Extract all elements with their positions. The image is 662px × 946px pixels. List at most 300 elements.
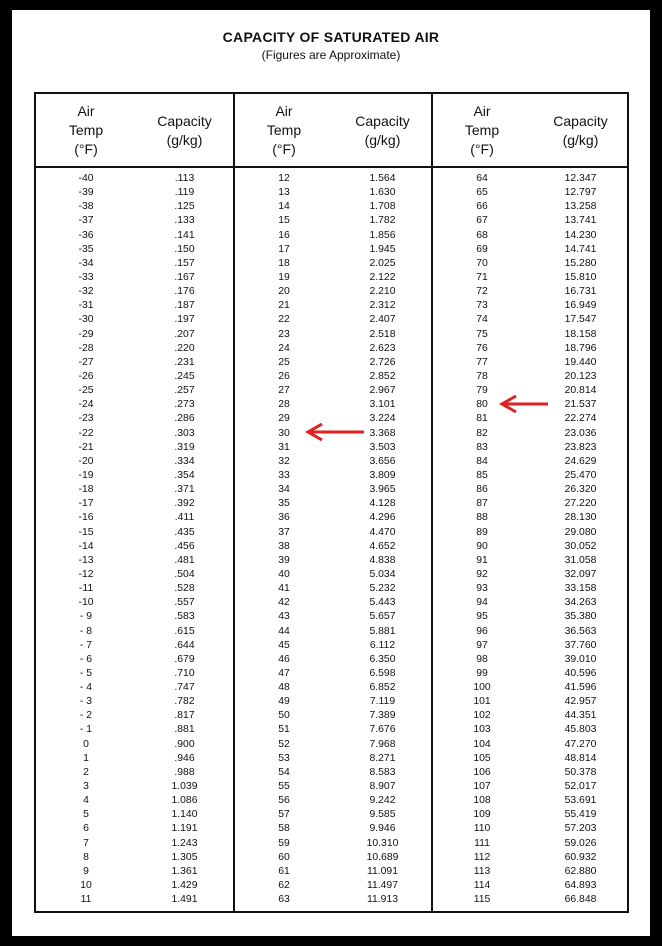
table-row [432, 851, 629, 865]
table-row [234, 596, 431, 610]
table-row [36, 723, 233, 737]
table-row [234, 681, 431, 695]
capacity-cell: 60.932 [564, 851, 597, 863]
temp-cell: -21 [78, 441, 94, 453]
capacity-cell: 5.881 [369, 625, 396, 637]
temp-cell: 77 [476, 356, 488, 368]
temp-cell: 1 [83, 752, 89, 764]
capacity-cell: .354 [174, 469, 195, 481]
page-subtitle: (Figures are Approximate) [261, 48, 401, 62]
capacity-cell: .245 [174, 370, 195, 382]
temp-cell: 39 [278, 554, 290, 566]
table-row [432, 229, 629, 243]
table-row [432, 469, 629, 483]
capacity-cell: 3.368 [369, 427, 396, 439]
capacity-cell: 6.350 [369, 653, 396, 665]
table-row [234, 625, 431, 639]
temp-cell: 55 [278, 781, 290, 793]
capacity-cell: 11.497 [366, 880, 398, 892]
temp-cell: 4 [83, 795, 89, 807]
table-row [234, 851, 431, 865]
table-row [432, 313, 629, 327]
table-row [234, 285, 431, 299]
table-row [432, 568, 629, 582]
temp-cell: - 2 [79, 710, 93, 722]
temp-cell: 87 [476, 498, 488, 510]
capacity-cell: 1.305 [171, 851, 198, 863]
capacity-cell: .747 [174, 682, 195, 694]
table-row [36, 667, 233, 681]
temp-cell: 72 [476, 286, 488, 298]
capacity-cell: 6.598 [369, 667, 396, 679]
capacity-cell: .782 [174, 696, 195, 708]
capacity-cell: 48.814 [564, 752, 597, 764]
table-row [36, 483, 233, 497]
table-row [432, 794, 629, 808]
capacity-cell: .167 [174, 271, 195, 283]
data-column-3 [432, 172, 629, 907]
capacity-cell: .615 [174, 625, 195, 637]
temp-cell: -39 [78, 187, 94, 199]
temp-cell: 47 [278, 667, 290, 679]
capacity-cell: 5.443 [369, 597, 396, 609]
capacity-cell: .456 [174, 540, 195, 552]
temp-cell: 89 [476, 526, 488, 538]
temp-cell: - 6 [79, 653, 93, 665]
table-row [36, 186, 233, 200]
red-arrow-icon [302, 421, 368, 443]
temp-cell: 16 [278, 229, 290, 241]
capacity-cell: 33.158 [564, 583, 597, 595]
capacity-cell: .710 [174, 667, 195, 679]
temp-cell: 31 [278, 441, 290, 453]
temp-cell: - 1 [79, 724, 93, 736]
capacity-cell: 29.080 [564, 526, 597, 538]
table-row [234, 398, 431, 412]
temp-cell: 25 [278, 356, 290, 368]
capacity-cell: 41.596 [564, 682, 597, 694]
capacity-cell: 3.656 [369, 455, 396, 467]
table-row [36, 738, 233, 752]
temp-cell: 57 [278, 809, 290, 821]
table-row [36, 384, 233, 398]
capacity-cell: .257 [174, 385, 195, 397]
temp-cell: 92 [476, 568, 488, 580]
table-row [234, 639, 431, 653]
temp-cell: 90 [476, 540, 488, 552]
capacity-cell: 12.797 [564, 187, 597, 199]
temp-cell: - 7 [79, 639, 93, 651]
temp-cell: -15 [78, 526, 94, 538]
table-row [432, 328, 629, 342]
temp-cell: 10 [80, 880, 92, 892]
capacity-cell: 1.630 [369, 187, 396, 199]
capacity-cell: 59.026 [564, 837, 597, 849]
table-row [432, 540, 629, 554]
temp-cell: -24 [78, 399, 94, 411]
capacity-cell: 3.809 [369, 469, 396, 481]
temp-cell: 11 [80, 894, 92, 906]
temp-cell: -11 [78, 583, 94, 595]
capacity-cell: .481 [174, 554, 195, 566]
temp-cell: 51 [278, 724, 290, 736]
capacity-cell: 34.263 [564, 597, 597, 609]
table-row [234, 794, 431, 808]
capacity-cell: 2.623 [369, 342, 396, 354]
temp-cell: 102 [473, 710, 491, 722]
capacity-cell: .371 [174, 484, 195, 496]
capacity-cell: 1.140 [171, 809, 198, 821]
table-row [432, 483, 629, 497]
temp-cell: 59 [278, 837, 290, 849]
capacity-cell: 53.691 [564, 795, 597, 807]
temp-cell: 50 [278, 710, 290, 722]
capacity-cell: 1.708 [369, 201, 396, 213]
capacity-cell: 1.039 [171, 781, 198, 793]
capacity-cell: 1.945 [369, 243, 396, 255]
capacity-cell: 9.242 [369, 795, 396, 807]
capacity-cell: .141 [174, 229, 195, 241]
capacity-cell: 14.230 [564, 229, 597, 241]
temp-cell: 85 [476, 469, 488, 481]
capacity-cell: 16.731 [564, 286, 597, 298]
table-row [36, 681, 233, 695]
temp-cell: 95 [476, 611, 488, 623]
capacity-cell: 1.429 [171, 880, 198, 892]
temp-cell: 83 [476, 441, 488, 453]
capacity-cell: 23.036 [564, 427, 597, 439]
temp-cell: 115 [473, 894, 491, 906]
table-row [36, 257, 233, 271]
capacity-cell: 19.440 [564, 356, 597, 368]
table-row [36, 200, 233, 214]
table-row [432, 214, 629, 228]
temp-cell: 29 [278, 413, 290, 425]
table-row [432, 879, 629, 893]
table-row [432, 370, 629, 384]
capacity-cell: 2.122 [369, 271, 396, 283]
temp-cell: 42 [278, 597, 290, 609]
table-row [432, 342, 629, 356]
capacity-cell: .231 [174, 356, 195, 368]
capacity-cell: 1.361 [171, 865, 198, 877]
capacity-cell: 15.810 [564, 271, 597, 283]
capacity-cell: .187 [174, 300, 195, 312]
temp-cell: 14 [278, 201, 290, 213]
table-row [36, 653, 233, 667]
temp-cell: 74 [476, 314, 488, 326]
capacity-cell: 1.086 [171, 795, 198, 807]
temp-cell: -17 [78, 498, 94, 510]
temp-cell: 68 [476, 229, 488, 241]
capacity-cell: 27.220 [564, 498, 597, 510]
table-row [36, 695, 233, 709]
temp-cell: 108 [473, 795, 491, 807]
capacity-cell: 62.880 [564, 865, 597, 877]
capacity-cell: .125 [174, 201, 195, 213]
temp-cell: -19 [78, 469, 94, 481]
table-row [36, 709, 233, 723]
temp-cell: 84 [476, 455, 488, 467]
table-row [234, 582, 431, 596]
temp-cell: 38 [278, 540, 290, 552]
temp-cell: 35 [278, 498, 290, 510]
capacity-cell: 40.596 [564, 667, 597, 679]
temp-cell: 15 [278, 215, 290, 227]
capacity-cell: 17.547 [564, 314, 597, 326]
temp-cell: 114 [473, 880, 491, 892]
table-row [432, 271, 629, 285]
table-row [432, 752, 629, 766]
temp-cell: -32 [78, 286, 94, 298]
table-row [36, 610, 233, 624]
table-row [234, 526, 431, 540]
temp-cell: -29 [78, 328, 94, 340]
temp-cell: -13 [78, 554, 94, 566]
capacity-cell: .528 [174, 583, 195, 595]
table-row [36, 328, 233, 342]
temp-cell: -35 [78, 243, 94, 255]
temp-cell: -36 [78, 229, 94, 241]
capacity-cell: .334 [174, 455, 195, 467]
capacity-cell: .286 [174, 413, 195, 425]
temp-cell: 94 [476, 597, 488, 609]
capacity-cell: 7.119 [369, 696, 396, 708]
capacity-cell: 6.112 [369, 639, 396, 651]
temp-cell: -37 [78, 215, 94, 227]
temp-cell: -25 [78, 385, 94, 397]
temp-cell: 78 [476, 370, 488, 382]
temp-cell: -30 [78, 314, 94, 326]
capacity-cell: 12.347 [564, 173, 597, 184]
capacity-cell: 1.782 [369, 215, 396, 227]
temp-cell: -20 [78, 455, 94, 467]
table-row [432, 738, 629, 752]
temp-cell: 93 [476, 583, 488, 595]
temp-cell: 91 [476, 554, 488, 566]
capacity-cell: 52.017 [564, 781, 597, 793]
temp-cell: 111 [474, 837, 490, 849]
capacity-cell: .133 [174, 215, 195, 227]
capacity-cell: 4.128 [369, 498, 396, 510]
capacity-cell: 47.270 [564, 738, 597, 750]
table-row [234, 667, 431, 681]
temp-cell: 37 [278, 526, 290, 538]
temp-cell: -18 [78, 484, 94, 496]
temp-cell: 28 [278, 399, 290, 411]
table-row [432, 441, 629, 455]
table-row [234, 766, 431, 780]
table-row [234, 469, 431, 483]
table-row [432, 837, 629, 851]
table-row [432, 780, 629, 794]
capacity-cell: .392 [174, 498, 195, 510]
capacity-cell: .817 [174, 710, 195, 722]
temp-cell: 103 [473, 724, 491, 736]
temp-cell: 17 [278, 243, 290, 255]
capacity-cell: 37.760 [564, 639, 597, 651]
table-row [234, 610, 431, 624]
capacity-cell: 9.946 [369, 823, 396, 835]
capacity-cell: 18.158 [564, 328, 597, 340]
temp-cell: 19 [278, 271, 290, 283]
table-row [36, 837, 233, 851]
capacity-cell: 2.967 [369, 385, 396, 397]
table-row [36, 370, 233, 384]
temp-cell: 6 [83, 823, 89, 835]
table-row [36, 822, 233, 836]
capacity-cell: 15.280 [564, 257, 597, 269]
capacity-cell: 39.010 [564, 653, 597, 665]
table-row [36, 893, 233, 907]
table-row [36, 596, 233, 610]
temp-cell: 66 [476, 201, 488, 213]
temp-cell: -28 [78, 342, 94, 354]
temp-cell: 98 [476, 653, 488, 665]
temp-cell: 21 [278, 300, 290, 312]
temp-cell: 8 [83, 851, 89, 863]
temp-cell: 82 [476, 427, 488, 439]
temp-cell: 104 [473, 738, 491, 750]
table-row [432, 865, 629, 879]
temp-cell: 7 [83, 837, 89, 849]
table-row [432, 455, 629, 469]
table-row [36, 229, 233, 243]
capacity-cell: 5.232 [369, 583, 396, 595]
temp-cell: 36 [278, 512, 290, 524]
table-row [432, 653, 629, 667]
table-row [432, 582, 629, 596]
temp-cell: 41 [278, 583, 290, 595]
temp-cell: 54 [278, 766, 290, 778]
temp-cell: 13 [278, 187, 290, 199]
temp-cell: -14 [78, 540, 94, 552]
capacity-cell: 7.968 [369, 738, 396, 750]
capacity-cell: 2.726 [369, 356, 396, 368]
capacity-cell: 4.296 [369, 512, 396, 524]
table-row [36, 808, 233, 822]
table-row [234, 879, 431, 893]
capacity-cell: 32.097 [564, 568, 597, 580]
temp-cell: 109 [473, 809, 491, 821]
table-row [432, 695, 629, 709]
temp-cell: 20 [278, 286, 290, 298]
capacity-cell: 4.470 [369, 526, 396, 538]
capacity-cell: .946 [174, 752, 195, 764]
table-row [234, 172, 431, 186]
temp-cell: 81 [476, 413, 488, 425]
table-row [36, 398, 233, 412]
temp-cell: 12 [278, 173, 290, 184]
capacity-cell: 66.848 [564, 894, 597, 906]
table-row [36, 342, 233, 356]
table-row [36, 243, 233, 257]
temp-cell: -23 [78, 413, 94, 425]
table-row [36, 582, 233, 596]
temp-cell: -33 [78, 271, 94, 283]
table-row [234, 837, 431, 851]
capacity-cell: 64.893 [564, 880, 597, 892]
capacity-cell: 44.351 [564, 710, 597, 722]
temp-cell: 107 [473, 781, 491, 793]
table-row [36, 752, 233, 766]
capacity-cell: 2.210 [369, 286, 396, 298]
header-divider [36, 166, 627, 168]
capacity-cell: .197 [174, 314, 195, 326]
capacity-table [34, 92, 629, 913]
temp-cell: 106 [473, 766, 491, 778]
temp-cell: 49 [278, 696, 290, 708]
temp-cell: - 9 [79, 611, 93, 623]
table-row [432, 511, 629, 525]
table-row [432, 610, 629, 624]
table-row [234, 893, 431, 907]
temp-cell: 58 [278, 823, 290, 835]
table-row [234, 511, 431, 525]
temp-cell: 75 [476, 328, 488, 340]
temp-cell: 5 [83, 809, 89, 821]
temp-cell: 43 [278, 611, 290, 623]
capacity-cell: 55.419 [564, 809, 597, 821]
capacity-cell: .644 [174, 639, 195, 651]
capacity-cell: 8.907 [369, 781, 396, 793]
table-row [234, 695, 431, 709]
temp-cell: 45 [278, 639, 290, 651]
capacity-header: Capacity (g/kg) [157, 113, 212, 148]
table-row [432, 808, 629, 822]
table-row [36, 879, 233, 893]
capacity-cell: 11.091 [366, 865, 398, 877]
table-row [432, 285, 629, 299]
temp-cell: 32 [278, 455, 290, 467]
table-row [432, 526, 629, 540]
table-row [36, 766, 233, 780]
temp-cell: 27 [278, 385, 290, 397]
capacity-cell: 2.025 [369, 257, 396, 269]
capacity-cell: 1.491 [171, 894, 198, 906]
capacity-cell: .504 [174, 568, 195, 580]
capacity-cell: 3.101 [369, 399, 396, 411]
table-row [432, 427, 629, 441]
table-row [432, 667, 629, 681]
table-row [36, 794, 233, 808]
temp-header: Air Temp (°F) [464, 103, 500, 157]
temp-cell: 26 [278, 370, 290, 382]
capacity-cell: .113 [174, 173, 195, 184]
table-row [234, 709, 431, 723]
table-row [36, 780, 233, 794]
temp-cell: 96 [476, 625, 488, 637]
document-page [12, 10, 650, 936]
capacity-cell: 16.949 [564, 300, 597, 312]
data-column-1 [36, 172, 233, 907]
temp-cell: 46 [278, 653, 290, 665]
red-arrow-icon [496, 393, 550, 415]
capacity-cell: 14.741 [564, 243, 597, 255]
table-row [432, 822, 629, 836]
table-row [234, 554, 431, 568]
page-title: CAPACITY OF SATURATED AIR [222, 29, 440, 45]
temp-cell: 105 [473, 752, 491, 764]
table-row [234, 808, 431, 822]
capacity-cell: 4.652 [369, 540, 396, 552]
table-row [432, 186, 629, 200]
capacity-cell: 1.243 [171, 837, 198, 849]
temp-cell: 112 [473, 851, 491, 863]
temp-cell: 73 [476, 300, 488, 312]
table-row [234, 257, 431, 271]
temp-cell: 3 [83, 781, 89, 793]
